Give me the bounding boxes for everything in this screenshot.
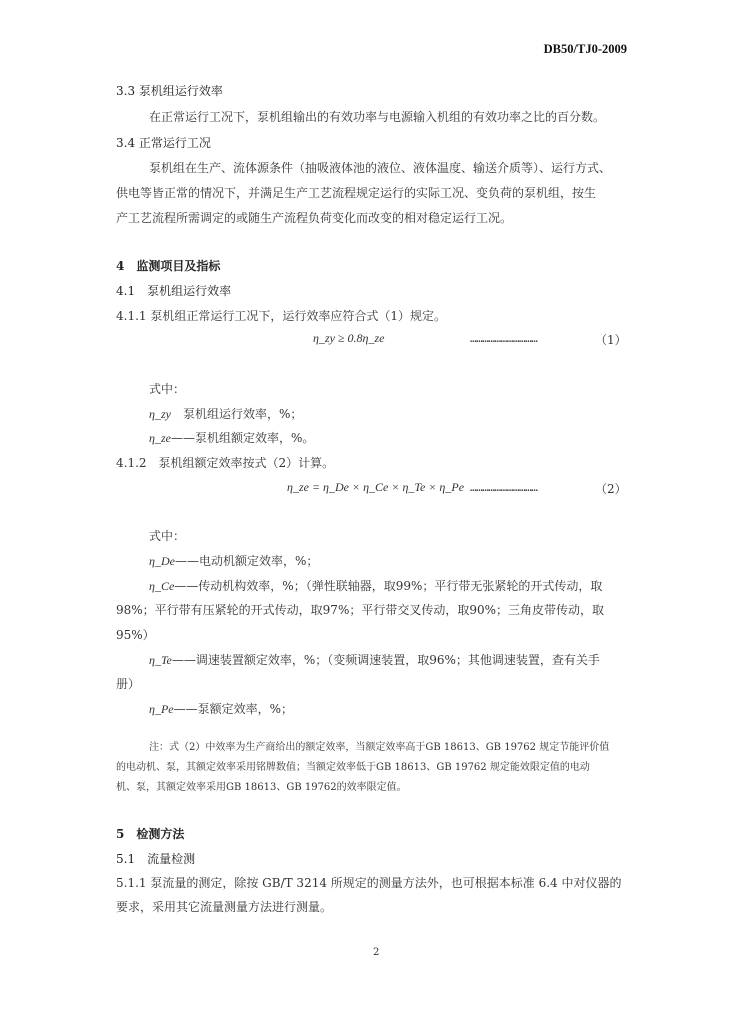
clause-4-1-2: 4.1.2 泵机组额定效率按式（2）计算。 bbox=[116, 456, 335, 470]
page-number: 2 bbox=[373, 947, 380, 958]
definition-eta-te-line-2: 册） bbox=[116, 677, 141, 691]
symbol-eta-pe: η_Pe bbox=[149, 702, 174, 716]
definition-eta-ze-text: ——泵机组额定效率，%。 bbox=[170, 431, 315, 445]
clause-5-1-1-line-2: 要求，采用其它流量测量方法进行测量。 bbox=[116, 900, 333, 914]
clause-5-1-1-line-1: 5.1.1 泵流量的测定，除按 GB/T 3214 所规定的测量方法外，也可根据本标准 6.4 中对仪器的 bbox=[116, 876, 622, 890]
section-5-1-heading: 5.1 流量检测 bbox=[116, 852, 196, 866]
definition-eta-pe-text: ——泵额定效率，%； bbox=[173, 702, 294, 716]
symbol-eta-te: η_Te bbox=[149, 653, 172, 667]
section-3-4-line-1: 泵机组在生产、流体源条件（抽吸液体池的液位、液体温度、输送介质等）、运行方式、 bbox=[149, 161, 612, 175]
definition-eta-te-line-1: ——调速装置额定效率，%；（变频调速装置，取96%；其他调速装置，查有关手 bbox=[171, 653, 600, 667]
formula-1-number: （1） bbox=[595, 333, 627, 347]
definition-eta-zy bbox=[149, 405, 302, 422]
symbol-eta-de: η_De bbox=[149, 554, 175, 568]
where-label-1: 式中： bbox=[149, 382, 186, 396]
formula-2-leader-dots: …………………………… bbox=[470, 481, 538, 494]
formula-1: η_zy ≥ 0.8η_ze bbox=[313, 331, 385, 345]
section-3-3-heading: 3.3 泵机组运行效率 bbox=[116, 84, 223, 98]
definition-eta-pe bbox=[149, 700, 293, 717]
definition-eta-ce-line-1: ——传动机构效率，%；（弹性联轴器，取99%；平行带无张紧轮的开式传动，取 bbox=[174, 579, 603, 593]
formula-1-leader-dots: …………………………… bbox=[470, 332, 538, 345]
section-3-4-line-2: 供电等皆正常的情况下，并满足生产工艺流程规定运行的实际工况、变负荷的泵机组，按生 bbox=[116, 186, 597, 200]
definition-eta-zy-text: 泵机组运行效率，%； bbox=[170, 407, 303, 421]
definition-eta-ze bbox=[149, 429, 314, 446]
where-label-2: 式中： bbox=[149, 529, 186, 543]
definition-eta-ce bbox=[149, 577, 602, 594]
note-line-3: 机、泵，其额定效率采用GB 18613、GB 19762的效率限定值。 bbox=[116, 782, 407, 793]
symbol-eta-zy: η_zy bbox=[149, 407, 171, 421]
definition-eta-te bbox=[149, 651, 600, 668]
note-line-2: 的电动机、泵，其额定效率采用铭牌数值；当额定效率低于GB 18613、GB 19762 规定能效限定值的电动 bbox=[116, 762, 590, 773]
document-code: DB50/TJ0-2009 bbox=[543, 42, 627, 56]
note-line-1: 注：式（2）中效率为生产商给出的额定效率，当额定效率高于GB 18613、GB 19762 规定节能评价值 bbox=[149, 742, 610, 753]
symbol-eta-ze: η_ze bbox=[149, 431, 171, 445]
formula-2-number: （2） bbox=[595, 482, 627, 496]
section-5-heading: 5 检测方法 bbox=[116, 827, 185, 841]
clause-4-1-1: 4.1.1 泵机组正常运行工况下，运行效率应符合式（1）规定。 bbox=[116, 309, 446, 323]
section-4-heading: 4 监测项目及指标 bbox=[116, 259, 221, 273]
section-4-1-heading: 4.1 泵机组运行效率 bbox=[116, 284, 232, 298]
definition-eta-de bbox=[149, 552, 318, 569]
section-3-4-line-3: 产工艺流程所需调定的或随生产流程负荷变化而改变的相对稳定运行工况。 bbox=[116, 211, 513, 225]
symbol-eta-ce: η_Ce bbox=[149, 579, 175, 593]
section-3-4-heading: 3.4 正常运行工况 bbox=[116, 136, 211, 150]
definition-eta-ce-line-3: 95%） bbox=[116, 628, 155, 642]
formula-2: η_ze = η_De × η_Ce × η_Te × η_Pe bbox=[287, 480, 465, 494]
section-3-3-text: 在正常运行工况下，泵机组输出的有效功率与电源输入机组的有效功率之比的百分数。 bbox=[149, 110, 606, 124]
definition-eta-de-text: ——电动机额定效率，%； bbox=[174, 554, 319, 568]
definition-eta-ce-line-2: 98%；平行带有压紧轮的开式传动，取97%；平行带交叉传动，取90%；三角皮带传动，取 bbox=[116, 603, 605, 617]
